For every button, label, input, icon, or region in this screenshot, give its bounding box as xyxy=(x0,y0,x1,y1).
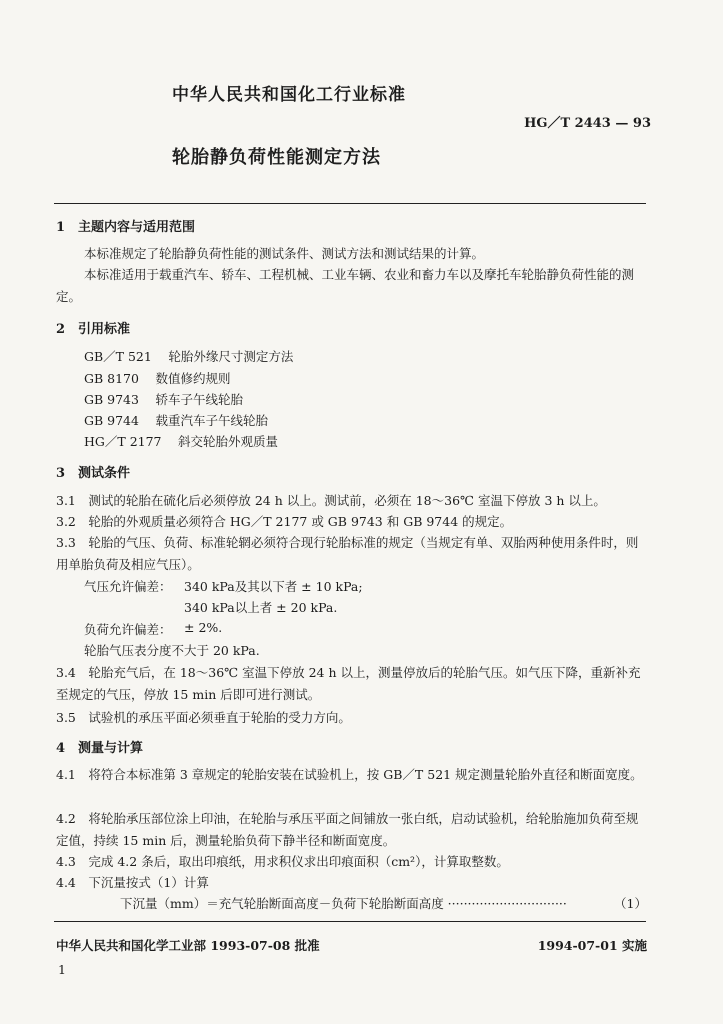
header-rule xyxy=(54,203,646,204)
reference-title: 轮胎外缘尺寸测定方法 xyxy=(168,349,294,364)
reference-title: 载重汽车子午线轮胎 xyxy=(155,413,268,428)
clause-3-3: 3.3 轮胎的气压、负荷、标准轮辋必须符合现行轮胎标准的规定（当规定有单、双胎两种使用条件时，则用单胎负荷及相应气压）。 xyxy=(56,535,639,572)
clause-3-1: 3.1 测试的轮胎在硫化后必须停放 24 h 以上。测试前，必须在 18～36℃ 室温下停放 3 h 以上。 xyxy=(56,493,606,508)
reference-item xyxy=(84,347,293,365)
clause-4-1: 4.1 将符合本标准第 3 章规定的轮胎安装在试验机上，按 GB／T 521 规定测量轮胎外直径和断面宽度。 xyxy=(56,767,643,782)
reference-title: 轿车子午线轮胎 xyxy=(155,392,243,407)
reference-code: HG／T 2177 xyxy=(84,434,162,449)
pressure-tolerance-2: 340 kPa以上者 ± 20 kPa. xyxy=(184,600,338,615)
reference-title: 斜交轮胎外观质量 xyxy=(178,434,279,449)
reference-item xyxy=(84,369,230,387)
page-number: 1 xyxy=(58,962,66,977)
reference-item xyxy=(84,432,278,450)
load-tolerance-label: 负荷允许偏差： xyxy=(84,622,172,637)
standard-code: HG／T 2443 — 93 xyxy=(524,116,651,131)
clause-3-4: 3.4 轮胎充气后，在 18～36℃ 室温下停放 24 h 以上，测量停放后的轮胎气压。如气压下降，重新补充至规定的气压，停放 15 min 后即可进行测试。 xyxy=(56,665,641,702)
clause-4-4: 4.4 下沉量按式（1）计算 xyxy=(56,875,209,890)
approval-statement: 中华人民共和国化学工业部 1993-07-08 批准 xyxy=(56,938,320,953)
implementation-date: 1994-07-01 实施 xyxy=(537,938,647,953)
pressure-tolerance-label: 气压允许偏差： xyxy=(84,579,172,594)
reference-code: GB／T 521 xyxy=(84,349,152,364)
pressure-gauge-note: 轮胎气压表分度不大于 20 kPa. xyxy=(84,643,260,658)
document-title: 轮胎静负荷性能测定方法 xyxy=(172,147,381,168)
section-4-heading: 4 测量与计算 xyxy=(56,741,144,756)
section-1-paragraph-1: 本标准规定了轮胎静负荷性能的测试条件、测试方法和测试结果的计算。 xyxy=(84,246,485,261)
reference-code: GB 8170 xyxy=(84,371,139,386)
standard-organization: 中华人民共和国化工行业标准 xyxy=(172,85,406,105)
reference-item xyxy=(84,390,243,408)
clause-4-3: 4.3 完成 4.2 条后，取出印痕纸，用求积仪求出印痕面积（cm²），计算取整数。 xyxy=(56,854,509,869)
reference-code: GB 9743 xyxy=(84,392,139,407)
reference-item xyxy=(84,411,268,429)
section-1-heading: 1 主题内容与适用范围 xyxy=(56,220,196,235)
section-2-heading: 2 引用标准 xyxy=(56,322,131,337)
section-3-heading: 3 测试条件 xyxy=(56,466,131,481)
formula-number: （1） xyxy=(614,896,647,911)
reference-title: 数值修约规则 xyxy=(155,371,231,386)
clause-3-2: 3.2 轮胎的外观质量必须符合 HG／T 2177 或 GB 9743 和 GB 9744 的规定。 xyxy=(56,514,513,529)
footer-rule xyxy=(54,921,646,922)
clause-4-2: 4.2 将轮胎承压部位涂上印油，在轮胎与承压平面之间铺放一张白纸，启动试验机，给轮胎施加负荷至规定值，持续 15 min 后，测量轮胎负荷下静半径和断面宽度。 xyxy=(56,811,639,848)
pressure-tolerance-1: 340 kPa及其以下者 ± 10 kPa; xyxy=(184,579,363,594)
formula: 下沉量（mm）＝充气轮胎断面高度－负荷下轮胎断面高度 ······························ xyxy=(120,896,567,911)
load-tolerance-value: ± 2%. xyxy=(184,620,223,635)
clause-3-5: 3.5 试验机的承压平面必须垂直于轮胎的受力方向。 xyxy=(56,710,351,725)
reference-code: GB 9744 xyxy=(84,413,139,428)
section-1-paragraph-2: 本标准适用于载重汽车、轿车、工程机械、工业车辆、农业和畜力车以及摩托车轮胎静负荷性能的测定。 xyxy=(56,267,635,304)
